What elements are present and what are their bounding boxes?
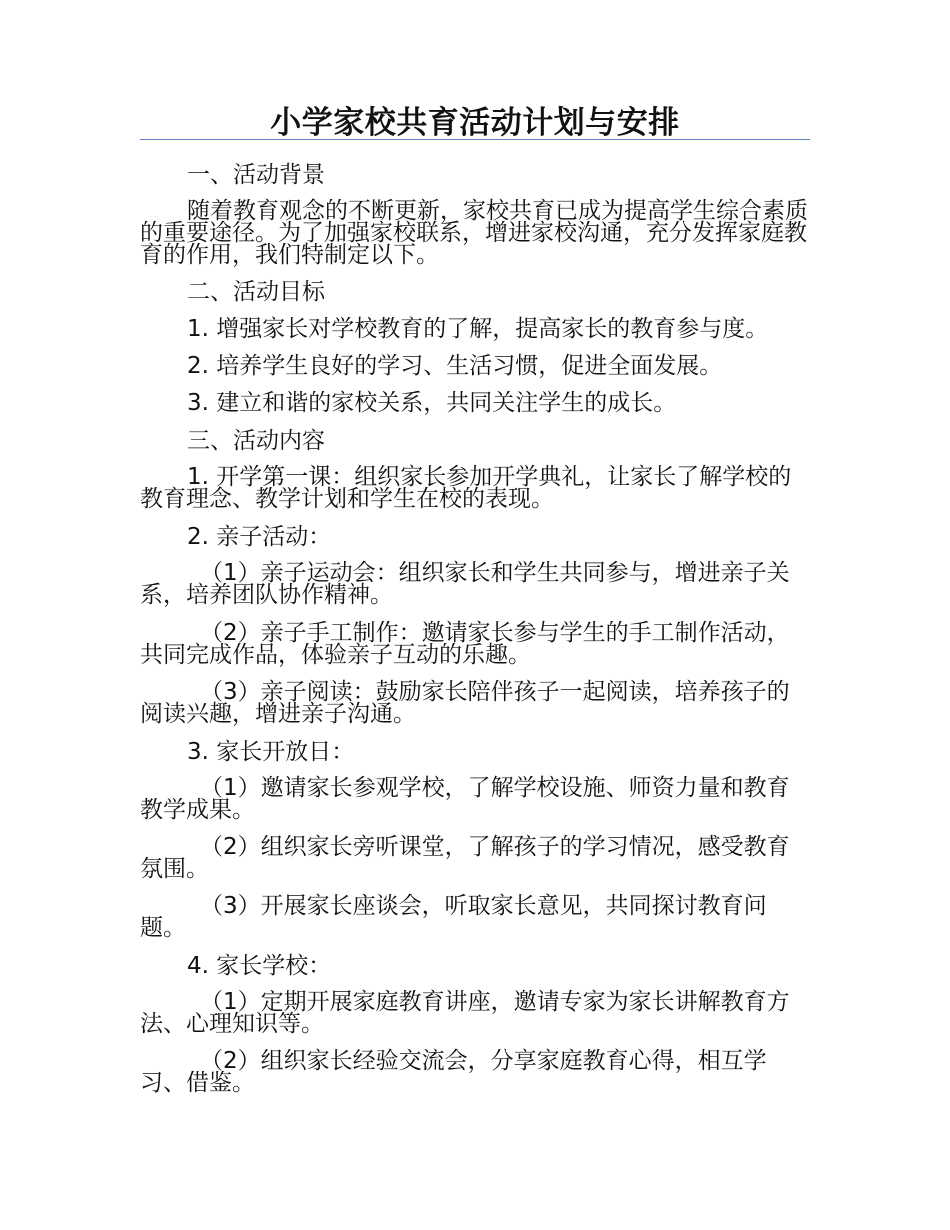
title-underline (140, 139, 810, 140)
content-item-3-3: （3）开展家长座谈会，听取家长意见，共同探讨教育问题。 (140, 893, 767, 941)
content-item-4-2: （2）组织家长经验交流会，分享家庭教育心得，相互学习、借鉴。 (140, 1048, 767, 1096)
content-item-3: 3. 家长开放日： (187, 739, 355, 765)
content-item-2-1: （1）亲子运动会：组织家长和学生共同参与，增进亲子关系，培养团队协作精神。 (140, 560, 790, 608)
section-heading-background: 一、活动背景 (187, 162, 325, 188)
goal-item-1: 1. 增强家长对学校教育的了解，提高家长的教育参与度。 (187, 316, 769, 342)
content-item-3-1: （1）邀请家长参观学校，了解学校设施、师资力量和教育教学成果。 (140, 775, 790, 823)
document-title: 小学家校共育活动计划与安排 (270, 105, 680, 141)
section-heading-content: 三、活动内容 (187, 428, 325, 454)
content-item-1: 1. 开学第一课：组织家长参加开学典礼，让家长了解学校的教育理念、教学计划和学生在校的表现。 (140, 464, 792, 512)
section-heading-goals: 二、活动目标 (187, 279, 325, 305)
content-item-2-2: （2）亲子手工制作：邀请家长参与学生的手工制作活动，共同完成作品，体验亲子互动的乐趣。 (140, 620, 790, 668)
content-item-4: 4. 家长学校： (187, 953, 332, 979)
content-item-4-1: （1）定期开展家庭教育讲座，邀请专家为家长讲解教育方法、心理知识等。 (140, 989, 790, 1037)
goal-item-2: 2. 培养学生良好的学习、生活习惯，促进全面发展。 (187, 353, 723, 379)
background-paragraph: 随着教育观念的不断更新，家校共育已成为提高学生综合素质的重要途径。为了加强家校联系，增进家校沟通，充分发挥家庭教育的作用，我们特制定以下。 (140, 198, 808, 268)
content-item-3-2: （2）组织家长旁听课堂，了解孩子的学习情况，感受教育氛围。 (140, 834, 790, 882)
content-item-2-3: （3）亲子阅读：鼓励家长陪伴孩子一起阅读，培养孩子的阅读兴趣，增进亲子沟通。 (140, 679, 790, 727)
goal-item-3: 3. 建立和谐的家校关系，共同关注学生的成长。 (187, 390, 677, 416)
content-item-2: 2. 亲子活动： (187, 524, 332, 550)
